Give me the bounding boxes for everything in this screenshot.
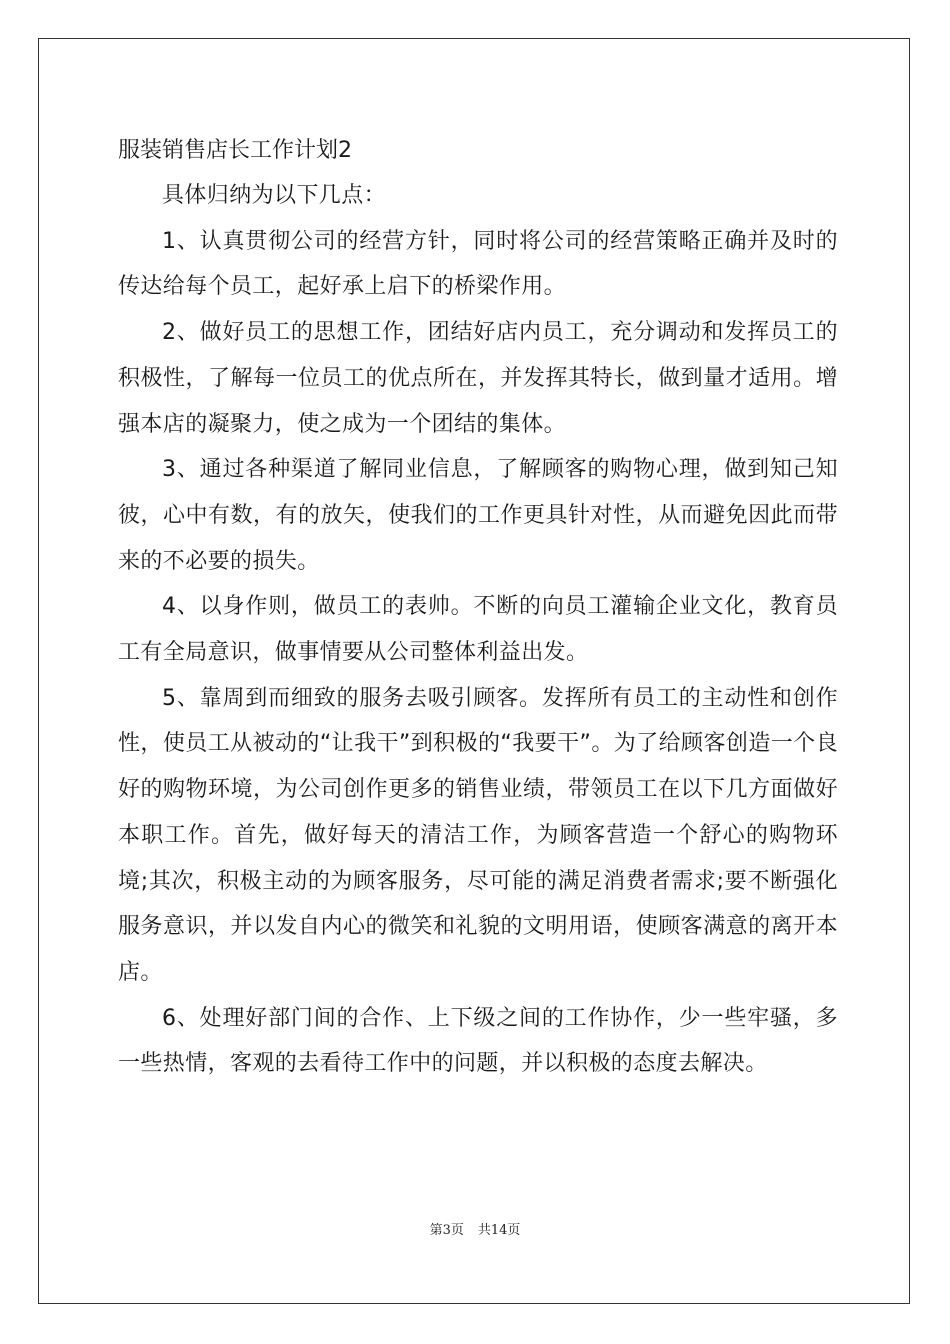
document-title: 服装销售店长工作计划2 (118, 138, 352, 163)
paragraph-2: 2、做好员工的思想工作，团结好店内员工，充分调动和发挥员工的积极性，了解每一位员工的优点所在，并发挥其特长，做到量才适用。增强本店的凝聚力，使之成为一个团结的集体。 (118, 320, 838, 437)
paragraph-4: 4、以身作则，做员工的表帅。不断的向员工灌输企业文化，教育员工有全局意识，做事情要从公司整体利益出发。 (118, 594, 838, 666)
page-number: 第3页 (429, 1223, 464, 1238)
paragraph-6: 6、处理好部门间的合作、上下级之间的工作协作，少一些牢骚，多一些热情，客观的去看待工作中的问题，并以积极的态度去解决。 (118, 1005, 838, 1077)
document-body (118, 128, 838, 1087)
paragraph-3: 3、通过各种渠道了解同业信息，了解顾客的购物心理，做到知己知彼，心中有数，有的放矢，使我们的工作更具针对性，从而避免因此而带来的不必要的损失。 (118, 457, 838, 574)
page-total: 共14页 (477, 1223, 521, 1238)
page-footer (0, 1219, 950, 1238)
paragraph-intro: 具体归纳为以下几点： (162, 183, 387, 208)
paragraph-1: 1、认真贯彻公司的经营方针，同时将公司的经营策略正确并及时的传达给每个员工，起好承上启下的桥梁作用。 (118, 228, 838, 300)
paragraph-5: 5、靠周到而细致的服务去吸引顾客。发挥所有员工的主动性和创作性，使员工从被动的“让我干”到积极的“我要干”。为了给顾客创造一个良好的购物环境，为公司创作更多的销售业绩，带领员工在以下几方面做好本职工作。首先，做好每天的清洁工作，为顾客营造一个舒心的购物环境;其次，积极主动的为顾客服务，尽可能的满足消费者需求;要不断强化服务意识，并以发自内心的微笑和礼貌的文明用语，使顾客满意的离开本店。 (118, 685, 838, 985)
